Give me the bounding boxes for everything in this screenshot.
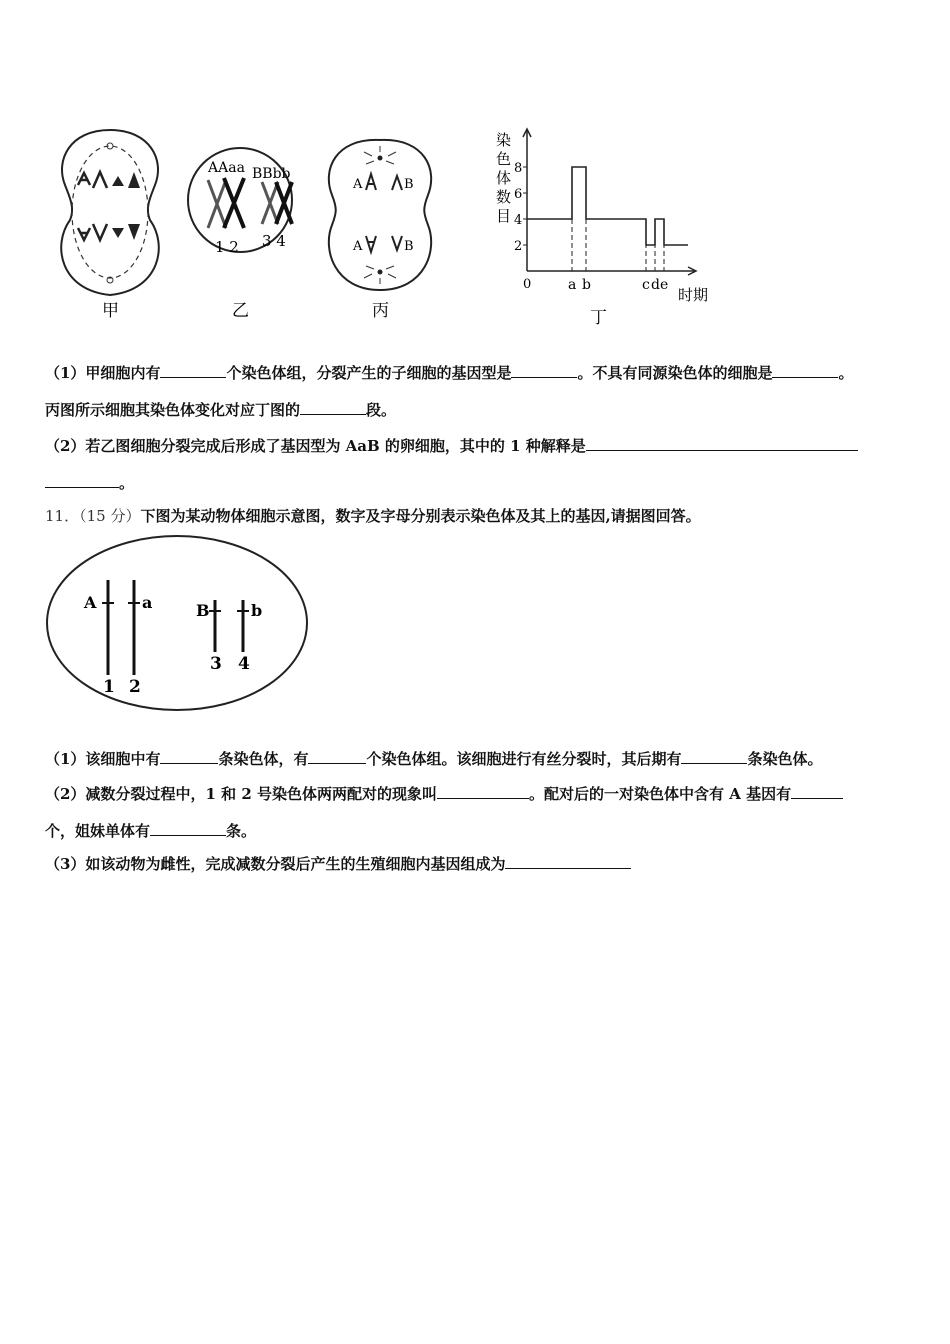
q10-line2-a: 丙图所示细胞其染色体变化对应丁图的 bbox=[45, 401, 301, 419]
q11-p2 bbox=[45, 783, 843, 804]
blank[interactable] bbox=[772, 365, 838, 378]
label-ding: 丁 bbox=[590, 308, 607, 328]
q11-p2-a: （2）减数分裂过程中，1 和 2 号染色体两两配对的现象叫 bbox=[45, 785, 437, 803]
bing-bottom-right: B bbox=[404, 239, 414, 254]
blank[interactable] bbox=[300, 402, 366, 415]
step-line bbox=[527, 167, 688, 245]
q10-line2 bbox=[45, 399, 396, 420]
yi-genes-right: BBbb bbox=[252, 166, 291, 182]
x-mark-label: d bbox=[651, 277, 660, 293]
yi-numbers-right: 3 4 bbox=[262, 232, 286, 250]
gene-b: b bbox=[251, 601, 263, 620]
blank[interactable] bbox=[308, 751, 366, 764]
x-mark-label: b bbox=[582, 277, 591, 293]
chart-ylabel bbox=[496, 131, 511, 225]
cell-jia bbox=[61, 130, 159, 295]
q10-line4-b: 。 bbox=[119, 474, 135, 492]
yi-genes-left: AAaa bbox=[208, 160, 245, 176]
cell-bing bbox=[329, 140, 431, 290]
bing-top-left: A bbox=[353, 177, 363, 192]
q11-cell-diagram bbox=[45, 535, 315, 715]
q10-line3-a: （2）若乙图细胞分裂完成后形成了基因型为 AaB 的卵细胞，其中的 1 种解释是 bbox=[45, 437, 586, 455]
q11-p2-b: 。配对后的一对染色体中含有 A 基因有 bbox=[528, 785, 792, 803]
bing-top-right: B bbox=[404, 177, 414, 192]
q11-p1-d: 条染色体。 bbox=[747, 750, 823, 768]
yi-numbers-left: 1 2 bbox=[215, 238, 239, 256]
ylabel-char: 色 bbox=[496, 150, 512, 168]
blank[interactable] bbox=[160, 365, 226, 378]
q10-line4 bbox=[45, 472, 134, 493]
ylabel-char: 数 bbox=[496, 188, 512, 206]
blank[interactable] bbox=[511, 365, 577, 378]
ylabel-char: 体 bbox=[496, 169, 512, 187]
blank[interactable] bbox=[437, 786, 529, 799]
q11-p4-a: （3）如该动物为雌性，完成减数分裂后产生的生殖细胞内基因组成为 bbox=[45, 855, 506, 873]
x-mark-label: a bbox=[568, 277, 577, 293]
chart-xlabel: 时期 bbox=[678, 286, 709, 304]
blank[interactable] bbox=[681, 751, 747, 764]
ylabel-char: 目 bbox=[496, 207, 512, 225]
y-tick-label: 2 bbox=[514, 239, 523, 254]
y-tick-label: 8 bbox=[514, 161, 523, 176]
blank[interactable] bbox=[45, 475, 119, 488]
q10-line1-b: 个染色体组，分裂产生的子细胞的基因型是 bbox=[226, 364, 512, 382]
q11-p1-a: （1）该细胞中有 bbox=[45, 750, 161, 768]
blank[interactable] bbox=[586, 438, 858, 451]
q10-line1 bbox=[45, 362, 854, 383]
label-yi: 乙 bbox=[232, 301, 249, 321]
num-2: 2 bbox=[129, 677, 141, 697]
num-4: 4 bbox=[238, 654, 250, 674]
gene-A: A bbox=[84, 593, 97, 612]
q10-line3 bbox=[45, 435, 858, 456]
x-mark-label: c bbox=[642, 277, 650, 293]
blank[interactable] bbox=[150, 823, 226, 836]
gene-a: a bbox=[142, 593, 153, 612]
y-tick-label: 6 bbox=[514, 187, 523, 202]
x-mark-label: e bbox=[660, 277, 669, 293]
q11-title bbox=[45, 505, 701, 526]
chart-ding bbox=[490, 125, 725, 335]
y-tick-label: 4 bbox=[514, 213, 523, 228]
label-bing: 丙 bbox=[372, 301, 389, 321]
q11-text: 下图为某动物体细胞示意图，数字及字母分别表示染色体及其上的基因,请据图回答。 bbox=[140, 507, 701, 525]
q11-p3-a: 个，姐妹单体有 bbox=[45, 822, 151, 840]
q11-p1-c: 个染色体组。该细胞进行有丝分裂时，其后期有 bbox=[366, 750, 682, 768]
q10-line1-c: 。不具有同源染色体的细胞是 bbox=[577, 364, 773, 382]
num-1: 1 bbox=[103, 677, 115, 697]
q11-p3 bbox=[45, 820, 256, 841]
label-jia: 甲 bbox=[102, 301, 119, 321]
gene-B: B bbox=[196, 601, 210, 620]
q11-p3-b: 条。 bbox=[226, 822, 257, 840]
blank[interactable] bbox=[791, 786, 843, 799]
ylabel-char: 染 bbox=[496, 131, 512, 149]
q11-p1-b: 条染色体，有 bbox=[218, 750, 309, 768]
cell-yi bbox=[188, 148, 292, 256]
q10-line1-a: （1）甲细胞内有 bbox=[45, 364, 161, 382]
q11-points: （15 分） bbox=[79, 507, 141, 525]
q10-line2-b: 段。 bbox=[366, 401, 397, 419]
blank[interactable] bbox=[505, 856, 631, 869]
chart-origin: 0 bbox=[523, 277, 532, 292]
q10-line1-d: 。 bbox=[838, 364, 854, 382]
blank[interactable] bbox=[160, 751, 218, 764]
q11-p1 bbox=[45, 748, 823, 769]
q11-number: 11． bbox=[45, 507, 80, 525]
cell-figures bbox=[40, 120, 480, 330]
num-3: 3 bbox=[210, 654, 222, 674]
q11-p4 bbox=[45, 853, 631, 874]
bing-bottom-left: A bbox=[353, 239, 363, 254]
